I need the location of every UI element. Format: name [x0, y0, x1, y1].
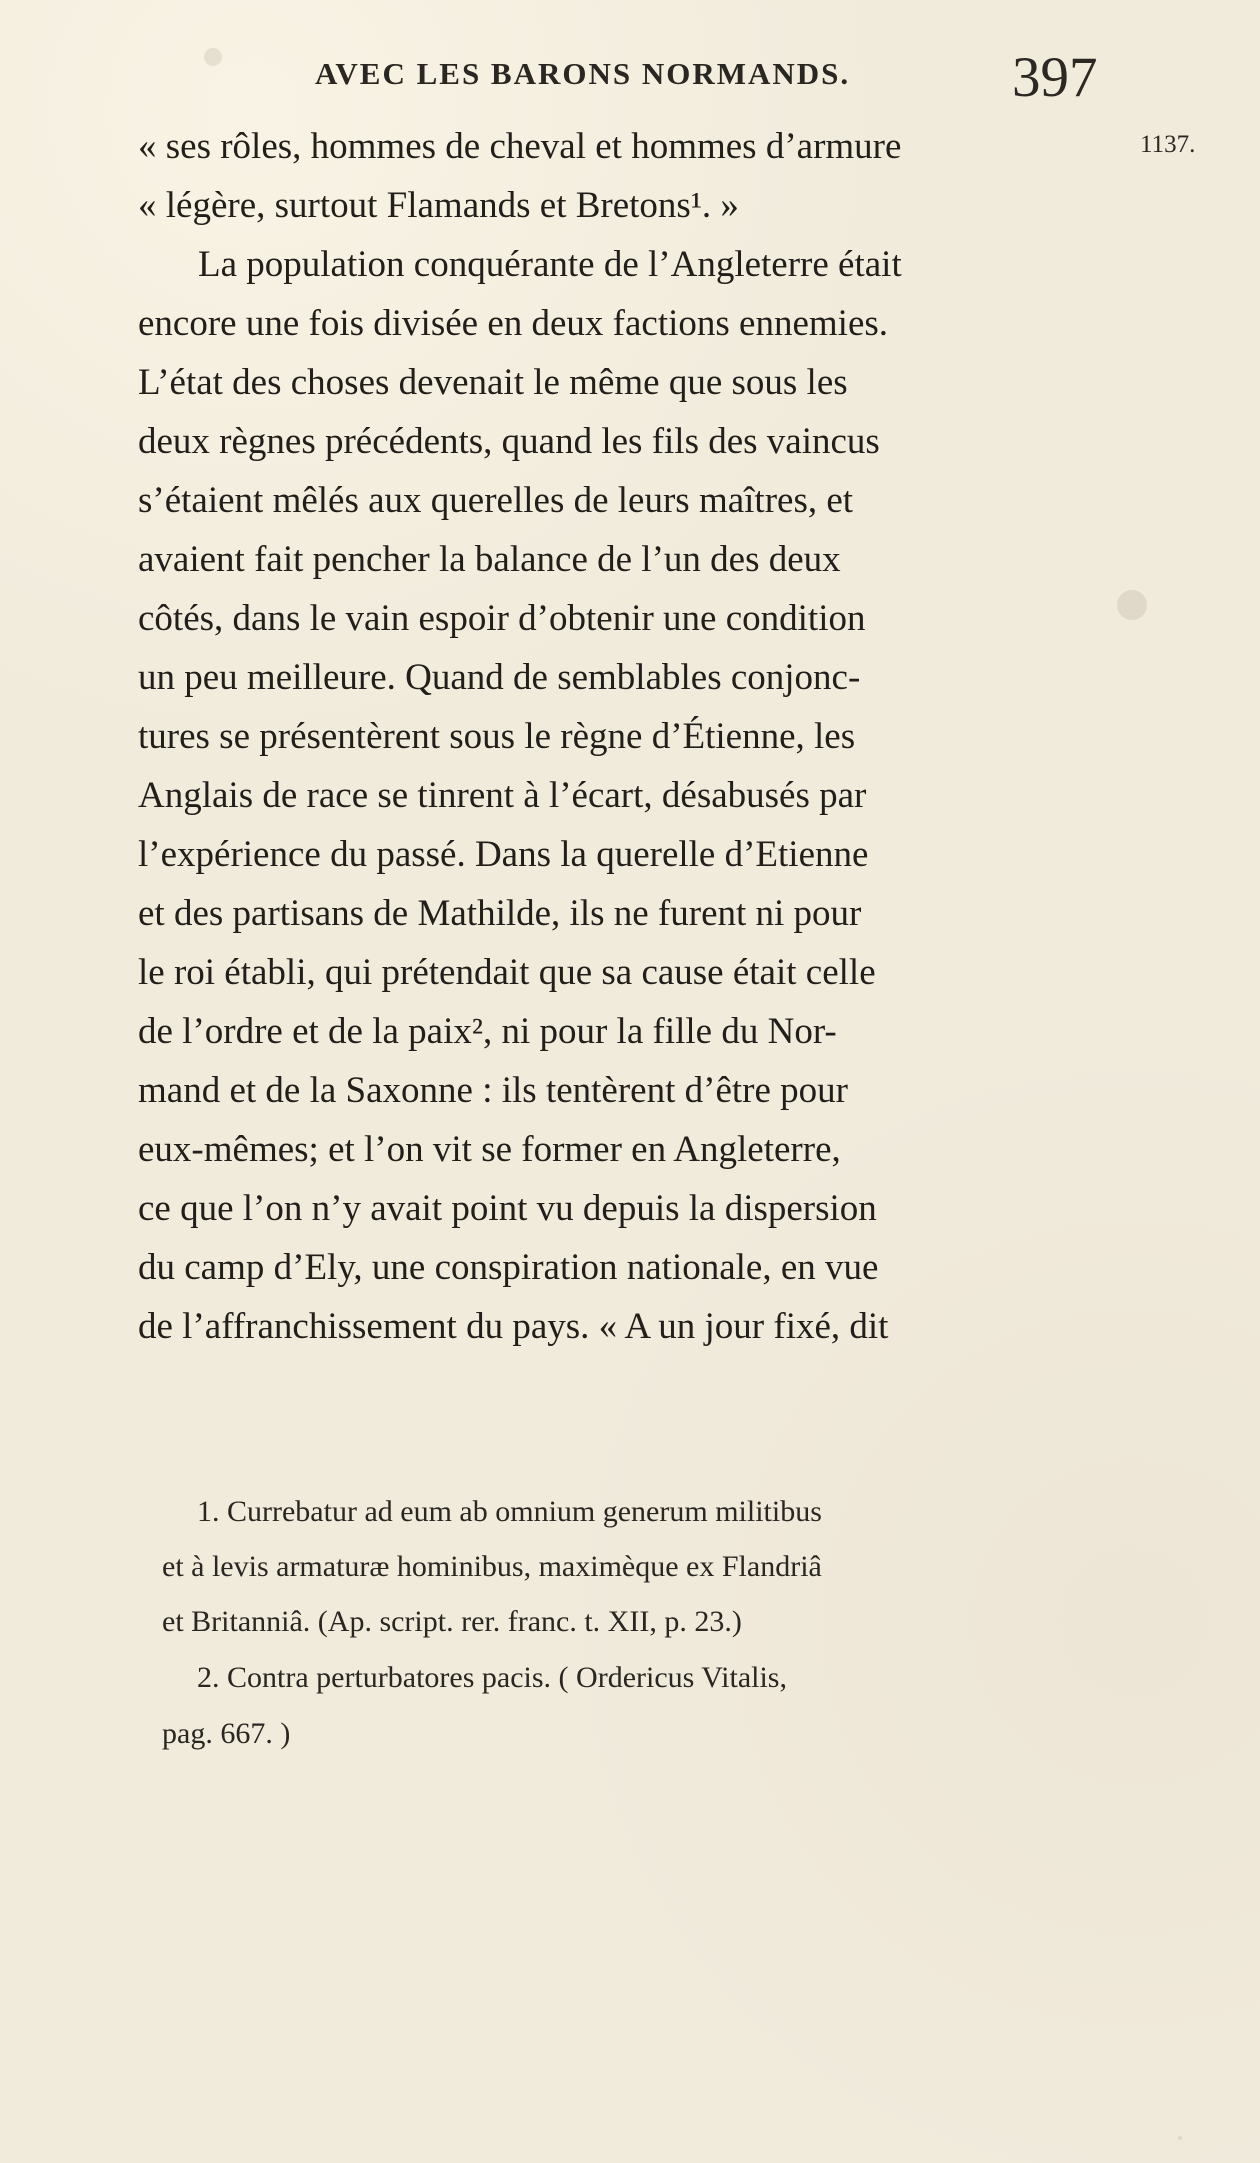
footnote-1-line-2: et à levis armaturæ hominibus, maximèque ex Flandriâ: [162, 1550, 822, 1583]
body-line-16: de l’ordre et de la paix², ni pour la fille du Nor-: [138, 1011, 837, 1052]
body-line-19: ce que l’on n’y avait point vu depuis la dispersion: [138, 1188, 877, 1229]
page-number: 397: [1012, 46, 1098, 109]
body-line-9: côtés, dans le vain espoir d’obtenir une condition: [138, 598, 866, 639]
body-line-4: encore une fois divisée en deux factions ennemies.: [138, 303, 889, 344]
paper-speck: [1178, 2136, 1182, 2140]
body-line-14: et des partisans de Mathilde, ils ne furent ni pour: [138, 893, 862, 934]
paper-speck: [204, 48, 222, 66]
body-line-5: L’état des choses devenait le même que sous les: [138, 362, 848, 403]
body-line-20: du camp d’Ely, une conspiration nationale, en vue: [138, 1247, 879, 1288]
footnote-1-line-1: 1. Currebatur ad eum ab omnium generum militibus: [197, 1495, 822, 1528]
footnote-2-line-1: 2. Contra perturbatores pacis. ( Ordericus Vitalis,: [197, 1661, 787, 1694]
paper-speck: [1117, 590, 1147, 620]
body-line-18: eux-mêmes; et l’on vit se former en Angleterre,: [138, 1129, 841, 1170]
body-line-17: mand et de la Saxonne : ils tentèrent d’être pour: [138, 1070, 848, 1111]
footnote-2-line-2: pag. 667. ): [162, 1717, 291, 1750]
body-line-10: un peu meilleure. Quand de semblables conjonc-: [138, 657, 861, 698]
body-line-12: Anglais de race se tinrent à l’écart, désabusés par: [138, 775, 867, 816]
body-line-15: le roi établi, qui prétendait que sa cause était celle: [138, 952, 876, 993]
margin-year: 1137.: [1140, 131, 1196, 158]
body-line-21: de l’affranchissement du pays. « A un jour fixé, dit: [138, 1306, 889, 1347]
body-line-11: tures se présentèrent sous le règne d’Étienne, les: [138, 716, 856, 757]
body-line-6: deux règnes précédents, quand les fils des vaincus: [138, 421, 880, 462]
body-line-7: s’étaient mêlés aux querelles de leurs maîtres, et: [138, 480, 854, 521]
footnote-1-line-3: et Britanniâ. (Ap. script. rer. franc. t. XII, p. 23.): [162, 1605, 742, 1638]
page-header: [0, 45, 1260, 115]
body-line-2: « légère, surtout Flamands et Bretons¹. »: [138, 185, 739, 226]
body-line-8: avaient fait pencher la balance de l’un des deux: [138, 539, 841, 580]
running-head: AVEC LES BARONS NORMANDS.: [315, 56, 851, 91]
body-line-13: l’expérience du passé. Dans la querelle d’Etienne: [138, 834, 869, 875]
body-line-1: « ses rôles, hommes de cheval et hommes d’armure: [138, 126, 902, 167]
body-line-3: La population conquérante de l’Angleterre était: [198, 244, 902, 285]
